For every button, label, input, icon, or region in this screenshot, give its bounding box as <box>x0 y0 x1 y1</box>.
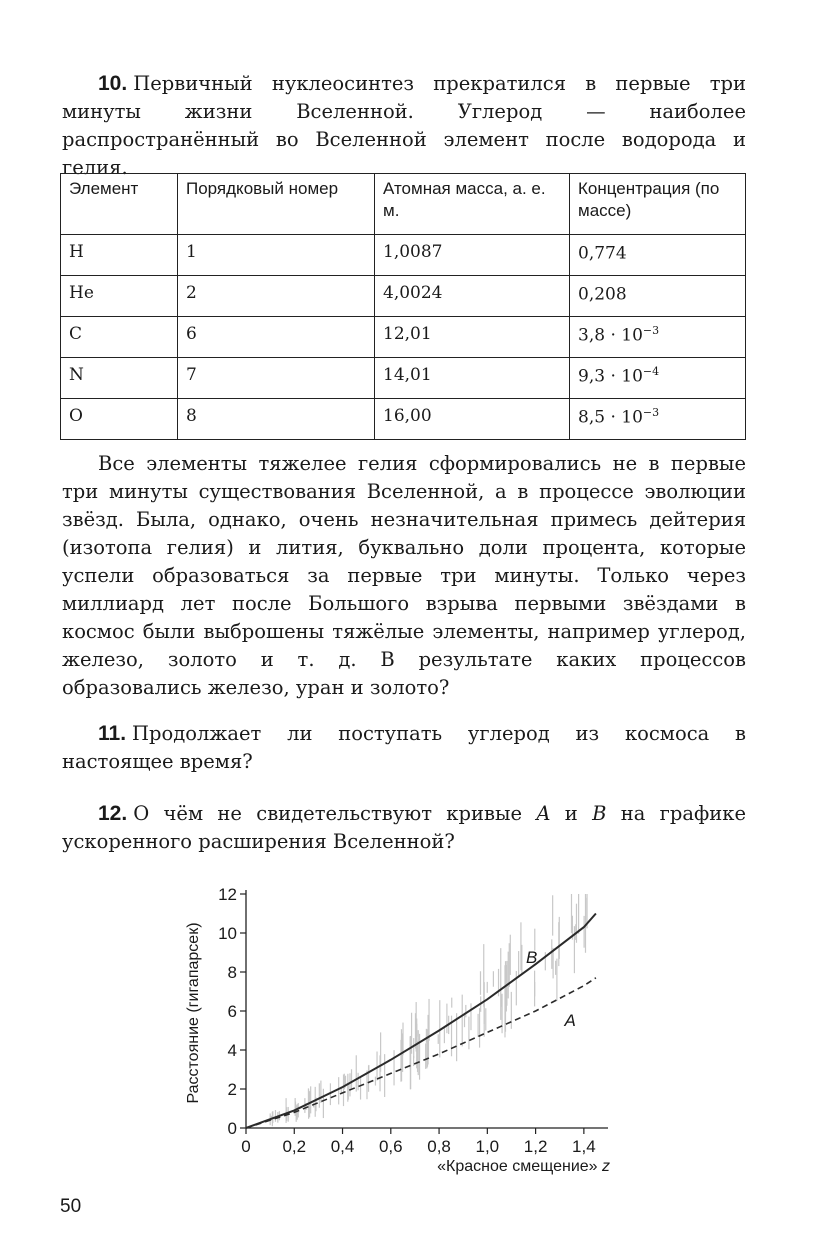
x-tick-label: 1,0 <box>475 1137 500 1156</box>
cell-concentration-value: 8,5 · 10 <box>578 407 643 428</box>
x-axis-label-text: «Красное смещение» <box>437 1158 602 1175</box>
observation-scatter <box>270 894 587 1126</box>
cell-element: N <box>61 358 178 399</box>
y-axis-label: Расстояние (гигапарсек) <box>185 922 202 1104</box>
question-12-curve-b: B <box>592 802 607 825</box>
series-label-a: A <box>564 1010 576 1030</box>
x-axis-label <box>437 1158 610 1175</box>
cell-element: He <box>61 276 178 317</box>
header-element: Элемент <box>61 174 178 235</box>
x-tick-label: 0,4 <box>330 1137 355 1156</box>
header-concentration: Концентрация (по массе) <box>570 174 746 235</box>
question-12-text-before: О чём не свидетельствуют кривые <box>133 802 537 825</box>
cell-mass: 1,0087 <box>375 235 570 276</box>
question-12-text-after: на графике ускоренного расширения Вселенной? <box>62 802 746 853</box>
table-row <box>61 317 746 358</box>
cell-concentration <box>570 235 746 276</box>
question-11 <box>62 720 746 776</box>
table-header-row <box>61 174 746 235</box>
expansion-chart <box>178 878 628 1178</box>
cell-concentration-value: 0,774 <box>578 243 627 264</box>
cell-concentration <box>570 358 746 399</box>
y-tick-label: 4 <box>227 1041 237 1060</box>
header-number: Порядковый номер <box>178 174 375 235</box>
y-tick-label: 6 <box>227 1002 237 1021</box>
question-10 <box>62 70 746 182</box>
cell-element: C <box>61 317 178 358</box>
question-10-text: Первичный нуклеосинтез прекратился в первые три минуты жизни Вселенной. Углерод — наиболее распространённый во Вселенной элемент после водорода и гелия. <box>62 72 746 179</box>
cell-number: 1 <box>178 235 375 276</box>
cell-mass: 12,01 <box>375 317 570 358</box>
question-12 <box>62 800 746 856</box>
question-12-number: 12. <box>98 802 128 825</box>
table-row <box>61 235 746 276</box>
y-tick-label: 10 <box>218 924 237 943</box>
cell-concentration-value: 3,8 · 10 <box>578 325 643 346</box>
x-tick-label: 0,2 <box>282 1137 307 1156</box>
cell-concentration <box>570 399 746 440</box>
question-12-text-mid: и <box>550 802 593 825</box>
page-number: 50 <box>60 1196 82 1217</box>
y-tick-label: 0 <box>227 1119 237 1138</box>
table-row <box>61 399 746 440</box>
cell-number: 7 <box>178 358 375 399</box>
cell-mass: 14,01 <box>375 358 570 399</box>
cell-mass: 16,00 <box>375 399 570 440</box>
cell-concentration-value: 9,3 · 10 <box>578 366 643 387</box>
y-tick-label: 8 <box>227 963 237 982</box>
cell-concentration-value: 0,208 <box>578 284 627 305</box>
cell-concentration-exponent: −3 <box>642 324 660 337</box>
x-tick-label: 1,4 <box>572 1137 596 1156</box>
cell-number: 6 <box>178 317 375 358</box>
cell-concentration-exponent: −4 <box>642 365 660 378</box>
cell-number: 8 <box>178 399 375 440</box>
cell-number: 2 <box>178 276 375 317</box>
series-label-b: B <box>525 948 538 968</box>
chart-series <box>246 914 596 1129</box>
x-tick-label: 0 <box>241 1137 251 1156</box>
question-11-text: Продолжает ли поступать углерод из космоса в настоящее время? <box>62 722 746 773</box>
cell-element: H <box>61 235 178 276</box>
cell-element: O <box>61 399 178 440</box>
y-tick-label: 12 <box>218 885 237 904</box>
header-mass: Атомная масса, а. е. м. <box>375 174 570 235</box>
table-row <box>61 358 746 399</box>
cell-concentration-exponent: −3 <box>642 406 660 419</box>
question-12-curve-a: A <box>536 802 551 825</box>
chart-axes <box>218 885 608 1156</box>
cell-concentration <box>570 317 746 358</box>
x-axis-label-variable: z <box>602 1158 610 1175</box>
cell-mass: 4,0024 <box>375 276 570 317</box>
question-11-number: 11. <box>98 722 127 745</box>
elements-table <box>60 173 746 440</box>
x-tick-label: 0,8 <box>427 1137 451 1156</box>
body-paragraph: Все элементы тяжелее гелия сформировались не в первые три минуты существования Вселенной, а в процессе эволюции звёзд. Была, однако, очень незначительная примесь дейтерия (изотопа гелия) и лития, буквально доли процента, которые успели образоваться за первые три минуты. Только через миллиард лет после Большого взрыва первыми звёздами в космос были выброшены тяжёлые элементы, например углерод, железо, золото и т. д. В результате каких процессов образовались железо, уран и золото? <box>62 452 746 699</box>
question-10-number: 10. <box>98 72 128 95</box>
x-tick-label: 1,2 <box>523 1137 548 1156</box>
y-tick-label: 2 <box>227 1080 237 1099</box>
series-line-b <box>246 914 596 1129</box>
cell-concentration <box>570 276 746 317</box>
table-row <box>61 276 746 317</box>
x-tick-label: 0,6 <box>378 1137 403 1156</box>
